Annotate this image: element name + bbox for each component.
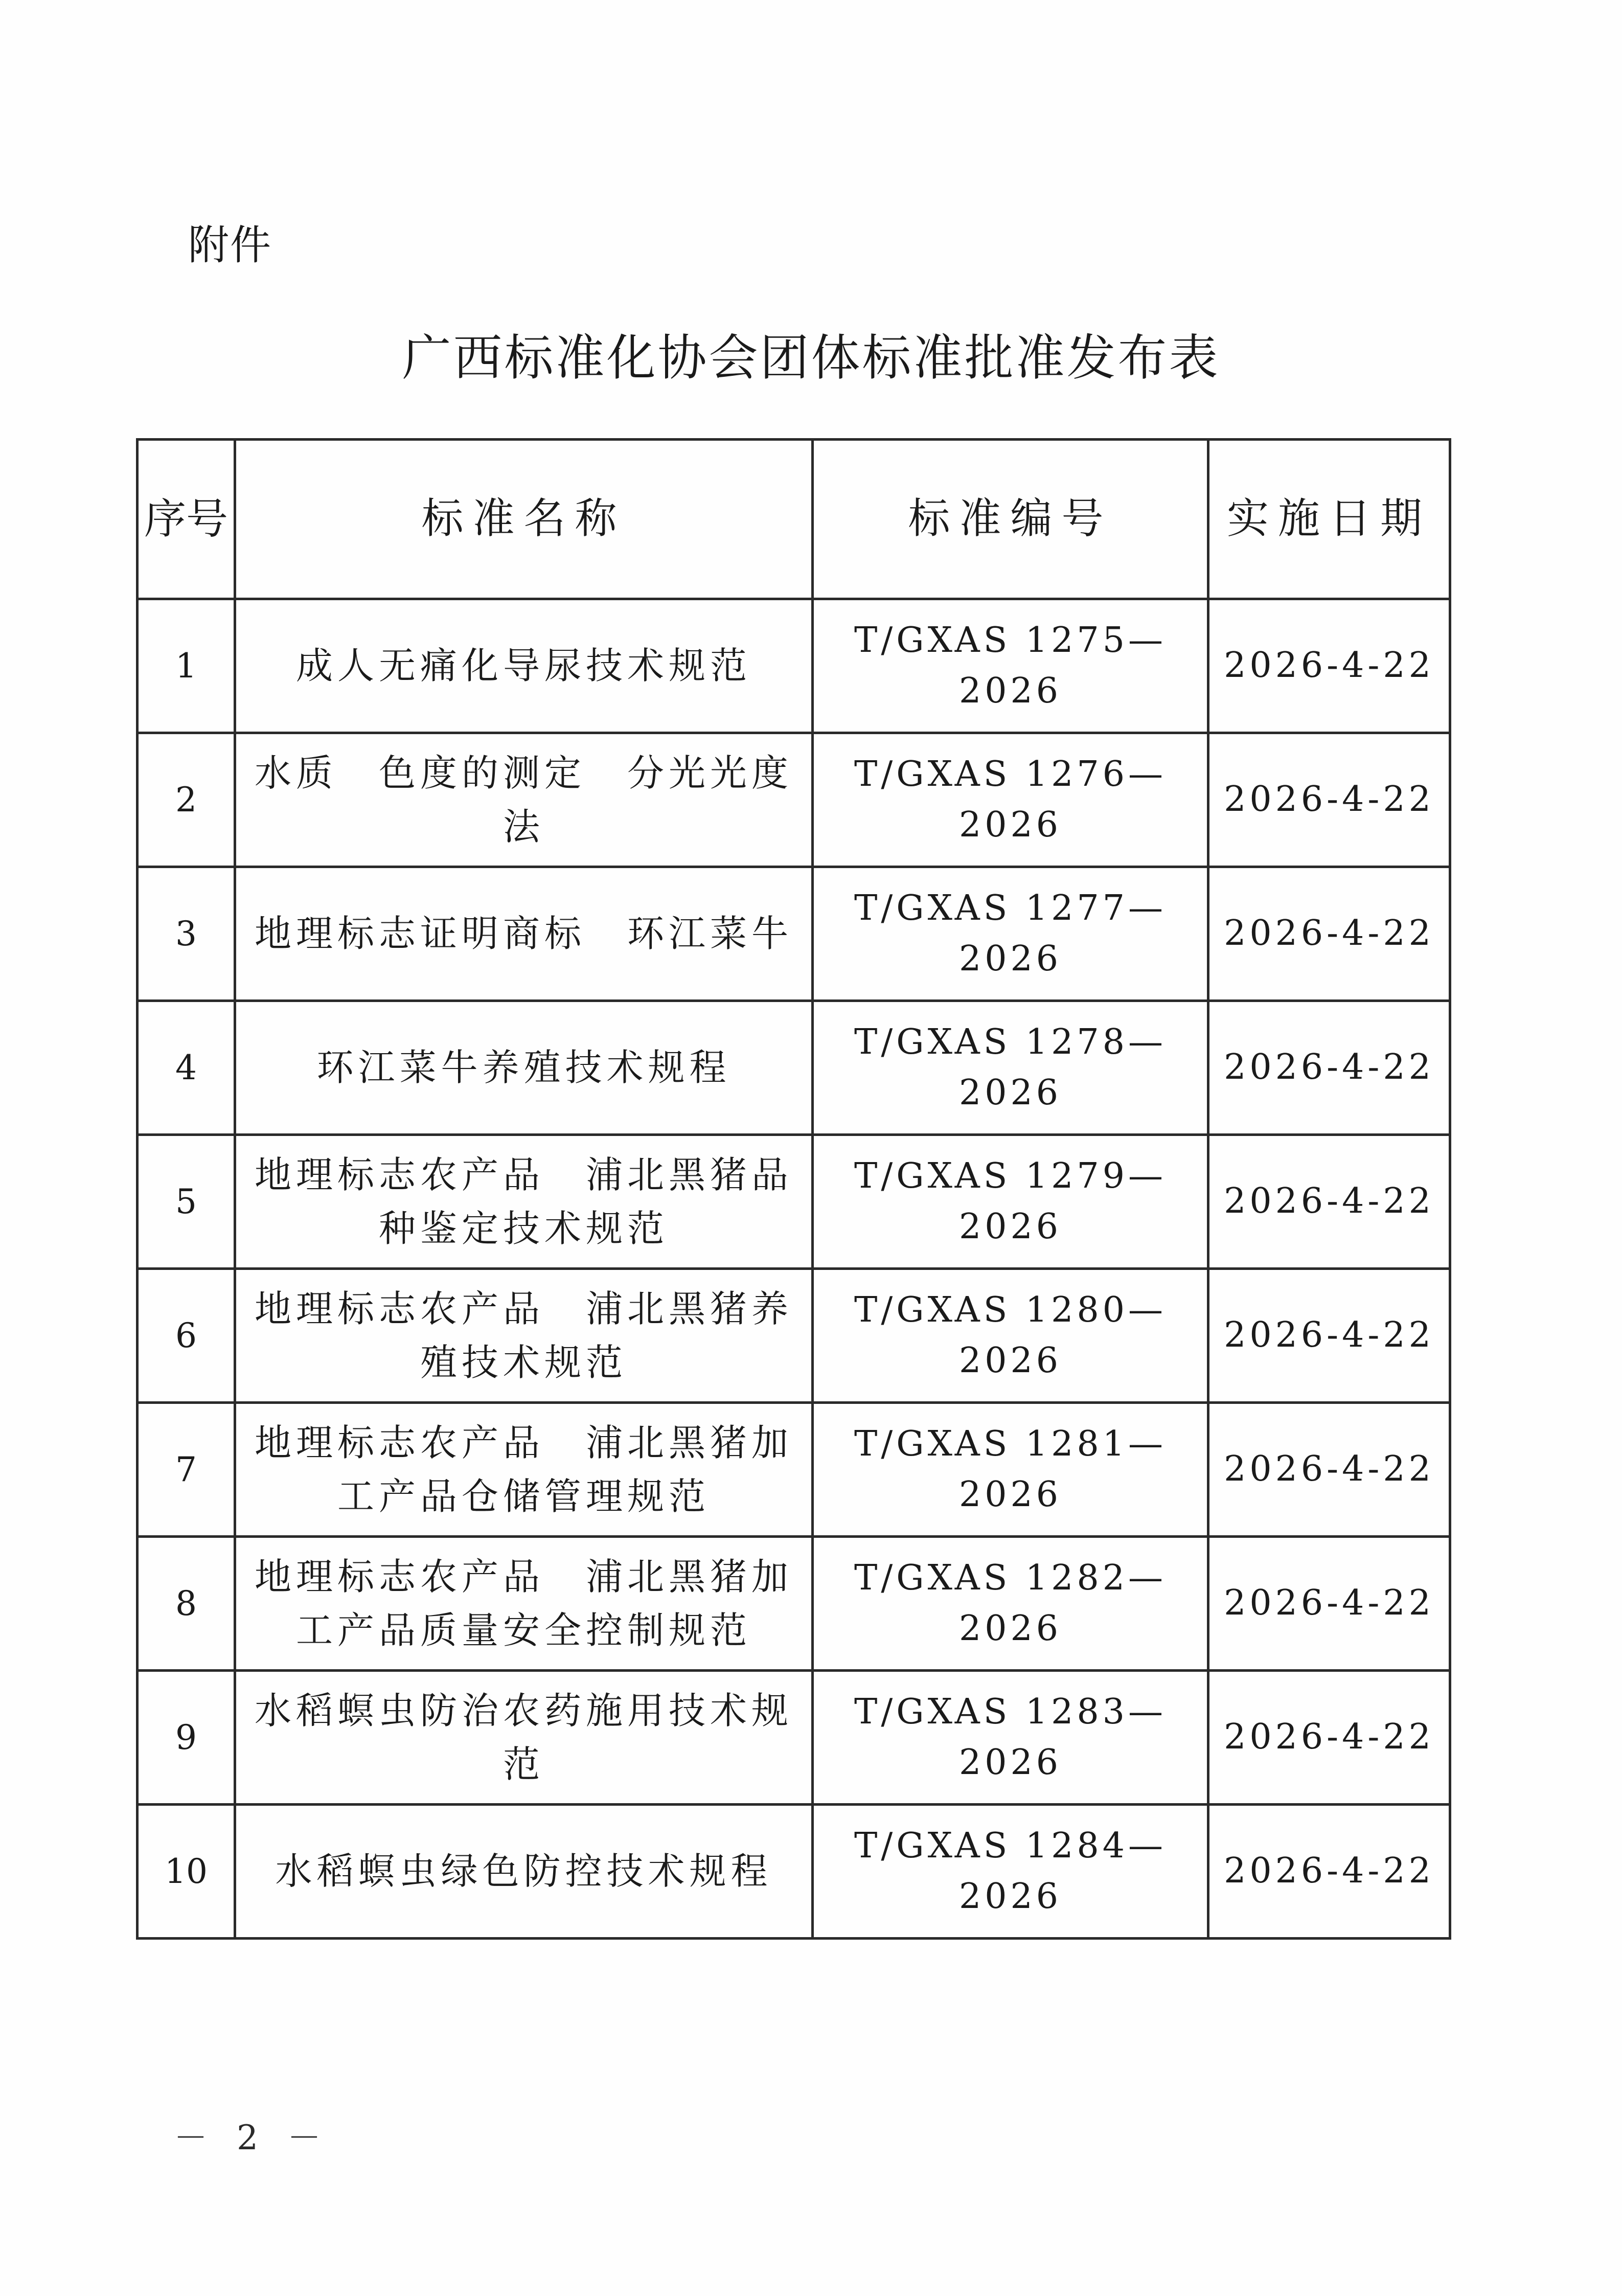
row-seq: 3 bbox=[138, 867, 235, 1001]
effective-date: 2026-4-22 bbox=[1208, 1403, 1450, 1537]
row-seq: 5 bbox=[138, 1135, 235, 1269]
column-header-code: 标准编号 bbox=[813, 440, 1208, 599]
table-row bbox=[138, 867, 1450, 1001]
effective-date: 2026-4-22 bbox=[1208, 1671, 1450, 1805]
column-header-name: 标准名称 bbox=[235, 440, 813, 599]
standard-code: T/GXAS 1283—2026 bbox=[813, 1671, 1208, 1805]
standard-name: 地理标志农产品 浦北黑猪加工产品质量安全控制规范 bbox=[235, 1537, 813, 1671]
table-row bbox=[138, 1671, 1450, 1805]
standard-name: 水质 色度的测定 分光光度法 bbox=[235, 733, 813, 867]
table-row bbox=[138, 1269, 1450, 1403]
table-row bbox=[138, 1403, 1450, 1537]
effective-date: 2026-4-22 bbox=[1208, 1537, 1450, 1671]
standard-name: 地理标志证明商标 环江菜牛 bbox=[235, 867, 813, 1001]
effective-date: 2026-4-22 bbox=[1208, 1135, 1450, 1269]
standard-code: T/GXAS 1275—2026 bbox=[813, 599, 1208, 733]
attachment-label: 附件 bbox=[188, 221, 272, 269]
standard-code: T/GXAS 1278—2026 bbox=[813, 1001, 1208, 1135]
effective-date: 2026-4-22 bbox=[1208, 867, 1450, 1001]
standard-name: 环江菜牛养殖技术规程 bbox=[235, 1001, 813, 1135]
effective-date: 2026-4-22 bbox=[1208, 1805, 1450, 1939]
standard-code: T/GXAS 1280—2026 bbox=[813, 1269, 1208, 1403]
row-seq: 6 bbox=[138, 1269, 235, 1403]
row-seq: 9 bbox=[138, 1671, 235, 1805]
table-row bbox=[138, 1135, 1450, 1269]
column-header-date: 实施日期 bbox=[1208, 440, 1450, 599]
standard-name: 地理标志农产品 浦北黑猪加工产品仓储管理规范 bbox=[235, 1403, 813, 1537]
row-seq: 1 bbox=[138, 599, 235, 733]
column-header-seq: 序号 bbox=[138, 440, 235, 599]
standard-code: T/GXAS 1277—2026 bbox=[813, 867, 1208, 1001]
row-seq: 4 bbox=[138, 1001, 235, 1135]
table-row bbox=[138, 1001, 1450, 1135]
table-row bbox=[138, 599, 1450, 733]
effective-date: 2026-4-22 bbox=[1208, 1269, 1450, 1403]
effective-date: 2026-4-22 bbox=[1208, 733, 1450, 867]
standard-name: 地理标志农产品 浦北黑猪品种鉴定技术规范 bbox=[235, 1135, 813, 1269]
standards-table bbox=[136, 438, 1451, 1940]
standard-code: T/GXAS 1276—2026 bbox=[813, 733, 1208, 867]
row-seq: 7 bbox=[138, 1403, 235, 1537]
table-row bbox=[138, 733, 1450, 867]
standard-code: T/GXAS 1284—2026 bbox=[813, 1805, 1208, 1939]
standard-name: 水稻螟虫绿色防控技术规程 bbox=[235, 1805, 813, 1939]
effective-date: 2026-4-22 bbox=[1208, 599, 1450, 733]
table-row bbox=[138, 1537, 1450, 1671]
table-header-row bbox=[138, 440, 1450, 599]
row-seq: 10 bbox=[138, 1805, 235, 1939]
page-number: － 2 － bbox=[174, 2118, 330, 2157]
standard-name: 地理标志农产品 浦北黑猪养殖技术规范 bbox=[235, 1269, 813, 1403]
table-row bbox=[138, 1805, 1450, 1939]
row-seq: 8 bbox=[138, 1537, 235, 1671]
effective-date: 2026-4-22 bbox=[1208, 1001, 1450, 1135]
standard-name: 水稻螟虫防治农药施用技术规范 bbox=[235, 1671, 813, 1805]
standard-code: T/GXAS 1281—2026 bbox=[813, 1403, 1208, 1537]
document-title: 广西标准化协会团体标准批准发布表 bbox=[402, 329, 1220, 387]
standard-name: 成人无痛化导尿技术规范 bbox=[235, 599, 813, 733]
standard-code: T/GXAS 1282—2026 bbox=[813, 1537, 1208, 1671]
row-seq: 2 bbox=[138, 733, 235, 867]
standard-code: T/GXAS 1279—2026 bbox=[813, 1135, 1208, 1269]
